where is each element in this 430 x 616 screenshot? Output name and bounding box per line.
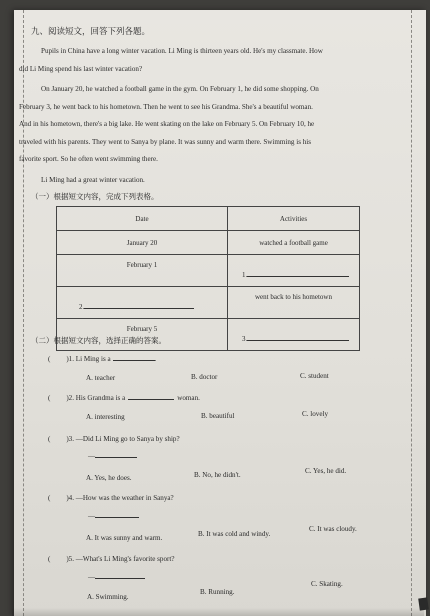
- passage-paragraph-3: [19, 172, 413, 190]
- q1-option-c[interactable]: C. student: [300, 372, 329, 380]
- question-4-blank[interactable]: [95, 517, 139, 518]
- question-1-tail: .: [154, 355, 157, 363]
- part1-heading: （一）根据短文内容，完成下列表格。: [31, 192, 159, 201]
- section-title: 九、阅读短文，回答下列各题。: [31, 27, 151, 37]
- dash: —: [88, 573, 96, 581]
- question-2: [48, 393, 200, 403]
- answer-blank-2[interactable]: [84, 308, 194, 309]
- question-3-answer-line[interactable]: [88, 452, 137, 460]
- right-margin-line: [411, 10, 412, 616]
- passage-line: Li Ming had a great winter vacation.: [41, 176, 145, 184]
- answer-blank-3[interactable]: [247, 340, 349, 341]
- q5-option-c[interactable]: C. Skating.: [311, 580, 343, 588]
- question-3: ( )3. —Did Li Ming go to Sanya by ship?: [48, 435, 180, 443]
- table-header-activities: Activities: [228, 207, 360, 231]
- q3-option-c[interactable]: C. Yes, he did.: [305, 467, 347, 475]
- table-cell-date-blank[interactable]: [57, 287, 228, 319]
- dash: —: [88, 452, 96, 460]
- passage-paragraph-1: [19, 43, 391, 78]
- question-5-blank[interactable]: [95, 578, 145, 579]
- q2-option-a[interactable]: A. interesting: [86, 413, 125, 421]
- question-2-blank[interactable]: [128, 399, 174, 400]
- dash: —: [88, 512, 96, 520]
- q4-option-a[interactable]: A. It was sunny and warm.: [86, 534, 163, 542]
- table-cell-date: February 1: [57, 255, 228, 287]
- q3-option-b[interactable]: B. No, he didn't.: [194, 471, 241, 479]
- passage-line: February 3, he went back to his hometown. Then he went to see his Grandma. She's a beautiful woman.: [19, 102, 313, 111]
- passage-line: favorite sport. So he often went swimming there.: [19, 155, 158, 163]
- question-5: ( )5. —What's Li Ming's favorite sport?: [48, 555, 175, 563]
- table-cell-activity-blank[interactable]: [228, 319, 360, 351]
- passage-paragraph-2: [19, 81, 391, 169]
- activities-table: [56, 206, 360, 351]
- q3-option-a[interactable]: A. Yes, he does.: [86, 474, 132, 482]
- table-cell-activity: went back to his hometown: [228, 287, 360, 319]
- table-row: [57, 231, 360, 255]
- table-header-row: [57, 207, 360, 231]
- table-row: [57, 255, 360, 287]
- q5-option-b[interactable]: B. Running.: [200, 588, 235, 596]
- question-1-text: ( )1. Li Ming is a: [48, 355, 111, 363]
- question-1: [48, 354, 156, 364]
- q1-option-a[interactable]: A. teacher: [86, 374, 116, 382]
- passage-line: On January 20, he watched a football game in the gym. On February 1, he did some shopping. On: [41, 85, 319, 93]
- question-4: ( )4. —How was the weather in Sanya?: [48, 494, 174, 502]
- page-bottom-shadow: [12, 608, 424, 616]
- passage-line: And in his hometown, there's a big lake. He went skating on the lake on February 5. On February 10, he: [19, 120, 315, 128]
- q1-option-b[interactable]: B. doctor: [191, 373, 218, 381]
- question-3-blank[interactable]: [95, 457, 137, 458]
- table-header-date: Date: [57, 207, 228, 231]
- answer-blank-1[interactable]: [247, 276, 349, 277]
- table-cell-date: January 20: [57, 231, 228, 255]
- passage-line: did Li Ming spend his last winter vacation?: [19, 64, 143, 73]
- q4-option-b[interactable]: B. It was cold and windy.: [198, 530, 271, 538]
- q2-option-c[interactable]: C. lovely: [302, 410, 329, 418]
- question-5-answer-line[interactable]: [88, 573, 145, 581]
- passage-line: traveled with his parents. They went to Sanya by plane. It was sunny and warm there. Swimming is his: [19, 137, 312, 146]
- binder-clip-shape: [418, 597, 429, 610]
- question-4-answer-line[interactable]: [88, 512, 139, 520]
- q4-option-c[interactable]: C. It was cloudy.: [309, 525, 357, 533]
- table-row: [57, 287, 360, 319]
- passage-line: Pupils in China have a long winter vacation. Li Ming is thirteen years old. He's my classmate. How: [41, 47, 323, 55]
- question-2-tail: woman.: [177, 394, 200, 402]
- blank-number-3: 3.: [242, 334, 248, 343]
- blank-number-2: 2.: [79, 302, 85, 311]
- table-cell-date: February 5: [57, 319, 228, 351]
- blank-number-1: 1.: [242, 270, 248, 279]
- part2-heading: （二）根据短文内容，选择正确的答案。: [31, 336, 166, 345]
- question-1-blank[interactable]: [113, 360, 155, 361]
- q5-option-a[interactable]: A. Swimming.: [87, 593, 129, 601]
- table-cell-activity-blank[interactable]: [228, 255, 360, 287]
- question-2-text: ( )2. His Grandma is a: [48, 394, 126, 402]
- table-cell-activity: watched a football game: [228, 231, 360, 255]
- q2-option-b[interactable]: B. beautiful: [201, 412, 235, 420]
